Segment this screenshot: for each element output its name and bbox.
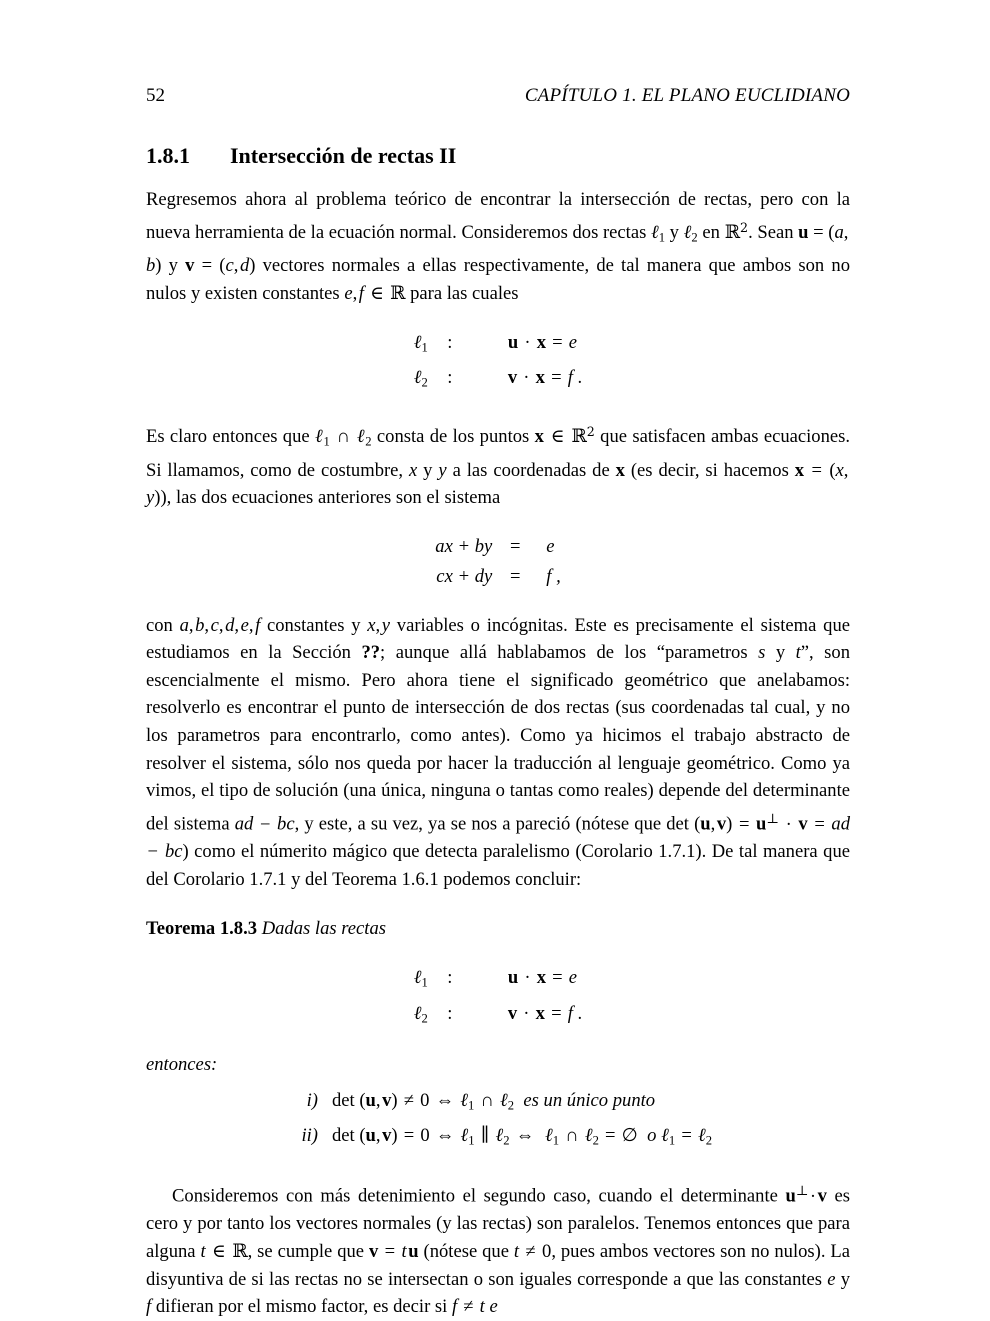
text-run: con — [146, 614, 180, 636]
item-body-ii: det (u, v) = 0 ⇔ ℓ$_1$ ∥ ℓ$_2$ ⇔ ℓ$_1$ ∩ ℓ$_2$ = ∅ o ℓ$_1$ = ℓ$_2$ — [331, 1124, 713, 1148]
math-in-symbol: ∈ — [370, 282, 384, 304]
math-ell-2: ℓ$_2$ — [356, 426, 372, 449]
theorem-entonces: entonces: — [146, 1053, 218, 1075]
text-run: Consideremos con más detenimiento el segundo caso, cuando el determinante — [172, 1185, 786, 1207]
text-run: Regresemos ahora al problema teórico de encontrar la intersección de rectas, pero con la nueva herramienta de la ecuación normal. Consideremos dos rectas — [146, 189, 850, 243]
paragraph-parallel-case: Consideremos con más detenimiento el segundo caso, cuando el determinante u⊥·v es cero y por tanto los vectores normales (y las rectas) son paralelos. Tenemos entonces que para alguna t ∈ ℝ, se cumple que v = t u (nótese que t ≠ 0, pues ambos vectores son no nulos). La disyuntiva de si las rectas no se intersectan o son iguales corresponde a que las constantes e y f difieran por el mismo factor, es decir si f ≠ t e — [146, 1183, 851, 1318]
list-item — [284, 1086, 712, 1121]
system-rhs-2: f , — [546, 566, 561, 588]
math-f: f — [358, 282, 364, 304]
theorem-block — [146, 915, 850, 943]
system-rhs-1: e — [546, 536, 555, 558]
item-table — [284, 1086, 712, 1155]
math-vector-x: x — [534, 426, 544, 448]
paragraph-intersection: Es claro entonces que ℓ$_1$ ∩ ℓ$_2$ consta de los puntos x ∈ ℝ$^2$ que satisfacen ambas ecuaciones. Si llamamos, como de costumbre, x y y a las coordenadas de x (es decir, si hacemos x = (x, y)), las dos ecuaciones anteriores son el sistema — [146, 424, 851, 509]
text-run: difieran por el mismo factor, es decir si — [151, 1296, 452, 1318]
section-number: 1.8.1 — [146, 142, 190, 168]
math-t: t — [200, 1240, 206, 1262]
math-e: e — [344, 282, 353, 304]
equation-label-l1: ℓ$_1$ — [413, 331, 428, 355]
text-run: (nótese que — [418, 1240, 514, 1262]
math-d: d — [239, 255, 250, 277]
math-cap-symbol: ∩ — [336, 426, 351, 448]
math-reals: ℝ$^2$ — [571, 424, 595, 448]
broken-reference: ?? — [361, 642, 381, 664]
equation-label-l2: ℓ$_2$ — [413, 1002, 428, 1026]
text-run: ), las dos ecuaciones anteriores son el sistema — [160, 487, 501, 509]
equation-table — [414, 327, 582, 398]
math-ell-2: ℓ$_2$ — [683, 221, 698, 245]
math-ell-1: ℓ$_1$ — [650, 221, 666, 245]
text-run: constantes y — [260, 614, 368, 636]
text-run: = ( — [194, 255, 226, 277]
list-item — [284, 1121, 712, 1156]
math-reals: ℝ$^2$ — [724, 219, 749, 243]
equation-colon: : — [447, 967, 453, 989]
text-run: , se cumple que — [247, 1240, 369, 1262]
math-reals-symbol: ℝ — [390, 282, 406, 304]
page-number: 52 — [146, 85, 165, 106]
equation-label-l2: ℓ$_2$ — [413, 367, 428, 390]
text-run: es cero y por tanto los vectores normales (y las rectas) son paralelos. Tenemos entonces que para alguna — [146, 1185, 850, 1262]
math-c: c — [225, 255, 234, 277]
equation-row — [414, 963, 582, 999]
display-equation-system — [146, 532, 850, 592]
section-title: Intersección de rectas II — [230, 142, 457, 168]
text-run: variables o incógnitas. Este es precisamente el sistema que estudiamos en la Sección — [146, 614, 850, 664]
text-run: y — [835, 1268, 851, 1290]
system-table — [435, 532, 560, 592]
system-equals: = — [510, 536, 521, 558]
page-content — [146, 86, 850, 1321]
text-run: que satisfacen ambas ecuaciones. Si llamamos, como de costumbre, — [146, 426, 851, 481]
section-heading — [146, 143, 850, 169]
item-marker-ii: ii) — [301, 1124, 318, 1146]
system-lhs-2: cx + dy — [436, 566, 493, 588]
math-y: y — [438, 459, 447, 481]
text-run: ) vectores normales a ellas respectivamente, de tal manera que ambos son no nulos y existen constantes — [146, 255, 850, 304]
equation-row — [414, 327, 582, 363]
math-vector-x: x — [794, 459, 805, 481]
text-run: (es decir, si hacemos — [624, 459, 795, 481]
system-row — [435, 532, 560, 562]
text-run: ) como el númerito mágico que detecta paralelismo (Corolario 1.7.1). De tal manera que del Corolario 1.7.1 y del Teorema 1.6.1 podemos concluir: — [146, 841, 850, 890]
text-run: , pues ambos vectores son no nulos). La disyuntiva de si las rectas no se intersectan o son iguales corresponde a que las constantes — [146, 1240, 850, 1290]
system-equals: = — [510, 566, 521, 588]
math-vector-u: u — [798, 221, 809, 243]
theorem-statement: Dadas las rectas — [261, 918, 387, 940]
text-run: y — [665, 221, 684, 243]
system-row — [435, 562, 560, 592]
system-lhs-1: ax + by — [435, 536, 493, 558]
text-run: para las cuales — [405, 282, 519, 304]
math-vector-x: x — [615, 459, 625, 481]
display-equation-lines-2 — [146, 963, 850, 1034]
text-run: Es claro entonces que — [146, 426, 315, 448]
running-title: CAPÍTULO 1. EL PLANO EUCLIDIANO — [524, 85, 850, 106]
item-marker-i: i) — [306, 1089, 318, 1111]
equation-body-2: v · x = f . — [507, 1002, 583, 1024]
text-run: consta de los puntos — [371, 426, 535, 448]
equation-table — [414, 963, 582, 1034]
text-run: . Sean — [748, 221, 799, 243]
equation-body-2: v · x = f . — [507, 367, 583, 389]
text-run: ) y — [155, 255, 186, 277]
text-run: , y este, a su vez, ya se nos a pareció (nótese que det — [294, 813, 695, 835]
item-body-i: det (u, v) ≠ 0 ⇔ ℓ$_1$ ∩ ℓ$_2$ es un único punto — [331, 1089, 656, 1113]
equation-body-1: u · x = e — [507, 967, 578, 989]
paragraph-discussion: con a, b, c, d, e, f constantes y x, y variables o incógnitas. Este es precisamente el sistema que estudiamos en la Sección ??; aunque allá hablabamos de los “parametros s y t”, son escencialmente el mismo. Pero ahora tiene el significado geométrico que anelabamos: resolverlo es encontrar el punto de intersección de dos rectas (sus coordenadas tal cual, y no los parametros para encontrarlo, como antes). Como ya hicimos el trabajo abstracto de resolver el sistema, sólo nos queda por hacer la traducción al lenguaje geométrico. Como ya vimos, el tipo de solución (una única, ninguna o tantas como reales) depende del determinante del sistema ad − bc, y este, a su vez, ya se nos a pareció (nótese que det (u, v) = u⊥ · v = ad − bc) como el númerito mágico que detecta paralelismo (Corolario 1.7.1). De tal manera que del Corolario 1.7.1 y del Teorema 1.6.1 podemos concluir: — [146, 614, 851, 890]
theorem-item-list — [146, 1086, 850, 1155]
math-determinant-adbc: ad — [234, 813, 254, 835]
equation-colon: : — [447, 1002, 453, 1024]
text-run: ”, son escencialmente el mismo. Pero ahora tiene el significado geométrico que anelabamos: resolverlo es encontrar el punto de intersección de dos rectas (sus coordenadas tal cual, y no los parametros para encontrarlo, como antes). Como ya hicimos el trabajo abstracto de resolver el sistema, sólo nos queda por hacer la traducción al lenguaje geométrico. Como ya vimos, el tipo de solución (una única, ninguna o tantas como reales) depende del determinante del sistema — [146, 642, 850, 835]
math-vector-v: v — [185, 255, 195, 277]
equation-row — [414, 998, 582, 1034]
math-x: x — [409, 459, 418, 481]
math-vector-u: u — [785, 1185, 796, 1207]
math-ell-1: ℓ$_1$ — [315, 426, 330, 449]
theorem-name: Teorema 1.8.3 — [146, 918, 258, 940]
text-run: = ( — [808, 221, 835, 243]
text-run: en — [697, 221, 725, 243]
text-run: a las coordenadas de — [446, 459, 616, 481]
equation-label-l1: ℓ$_1$ — [413, 967, 428, 990]
math-vector-v: v — [817, 1185, 827, 1207]
math-b: b — [146, 255, 156, 277]
text-run: ; aunque allá hablabamos de los “parametros — [380, 642, 759, 664]
display-equation-lines-1 — [146, 327, 850, 398]
math-in-symbol: ∈ — [550, 426, 565, 448]
running-header — [146, 86, 850, 107]
equation-row — [414, 363, 582, 399]
math-a: a — [834, 221, 844, 243]
equation-body-1: u · x = e — [507, 331, 578, 353]
paragraph-intro: Regresemos ahora al problema teórico de encontrar la intersección de rectas, pero con la nueva herramienta de la ecuación normal. Consideremos dos rectas ℓ$_1$ y ℓ$_2$ en ℝ$^2$. Sean u = (a, b) y v = (c, d) vectores normales a ellas respectivamente, de tal manera que ambos son no nulos y existen constantes e, f ∈ ℝ para las cuales — [146, 189, 850, 304]
equation-colon: : — [447, 367, 453, 389]
equation-colon: : — [447, 331, 453, 353]
